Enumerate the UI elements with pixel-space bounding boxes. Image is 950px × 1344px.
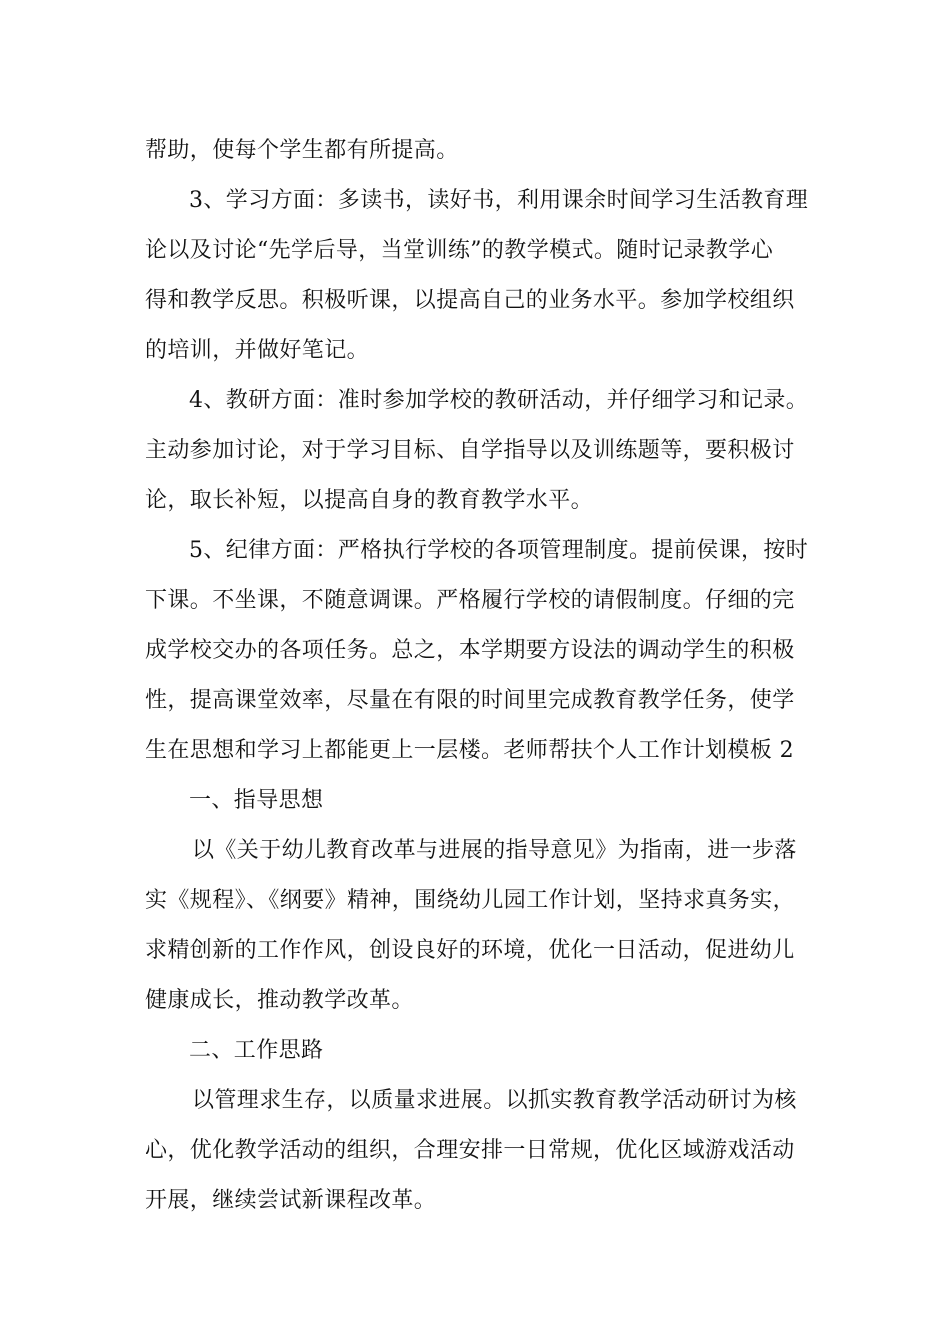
section-heading: 二、工作思路: [189, 1038, 324, 1063]
text-line: 生在思想和学习上都能更上一层楼。老师帮扶个人工作计划模板 2: [145, 738, 794, 763]
text-line: 论以及讨论“先学后导，当堂训练”的教学模式。随时记录教学心: [145, 238, 774, 263]
text-line: 以《关于幼儿教育改革与进展的指导意见》为指南，进一步落: [192, 838, 797, 863]
text-line: 以管理求生存，以质量求进展。以抓实教育教学活动研讨为核: [192, 1088, 797, 1113]
text-line: 下课。不坐课，不随意调课。严格履行学校的请假制度。仔细的完: [145, 588, 795, 613]
text-line: 求精创新的工作作风，创设良好的环境，优化一日活动，促进幼儿: [145, 938, 795, 963]
text-line: 帮助，使每个学生都有所提高。: [145, 138, 459, 163]
text-line: 3、学习方面：多读书，读好书，利用课余时间学习生活教育理: [189, 188, 809, 213]
text-line: 主动参加讨论，对于学习目标、自学指导以及训练题等，要积极讨: [145, 438, 795, 463]
text-line: 4、教研方面：准时参加学校的教研活动，并仔细学习和记录。: [189, 388, 809, 413]
section-heading: 一、指导思想: [189, 788, 324, 813]
text-line: 5、纪律方面：严格执行学校的各项管理制度。提前侯课，按时: [189, 538, 809, 563]
text-line: 得和教学反思。积极听课，以提高自己的业务水平。参加学校组织: [145, 288, 795, 313]
text-line: 实《规程》、《纲要》精神，围绕幼儿园工作计划，坚持求真务实，: [145, 888, 796, 913]
text-line: 的培训，并做好笔记。: [145, 338, 370, 363]
text-line: 成学校交办的各项任务。总之，本学期要方设法的调动学生的积极: [145, 638, 795, 663]
text-line: 开展，继续尝试新课程改革。: [145, 1188, 437, 1213]
text-line: 心，优化教学活动的组织，合理安排一日常规，优化区域游戏活动: [145, 1138, 795, 1163]
text-line: 健康成长，推动教学改革。: [145, 988, 414, 1013]
text-line: 论，取长补短，以提高自身的教育教学水平。: [145, 488, 594, 513]
text-line: 性，提高课堂效率，尽量在有限的时间里完成教育教学任务，使学: [145, 688, 795, 713]
